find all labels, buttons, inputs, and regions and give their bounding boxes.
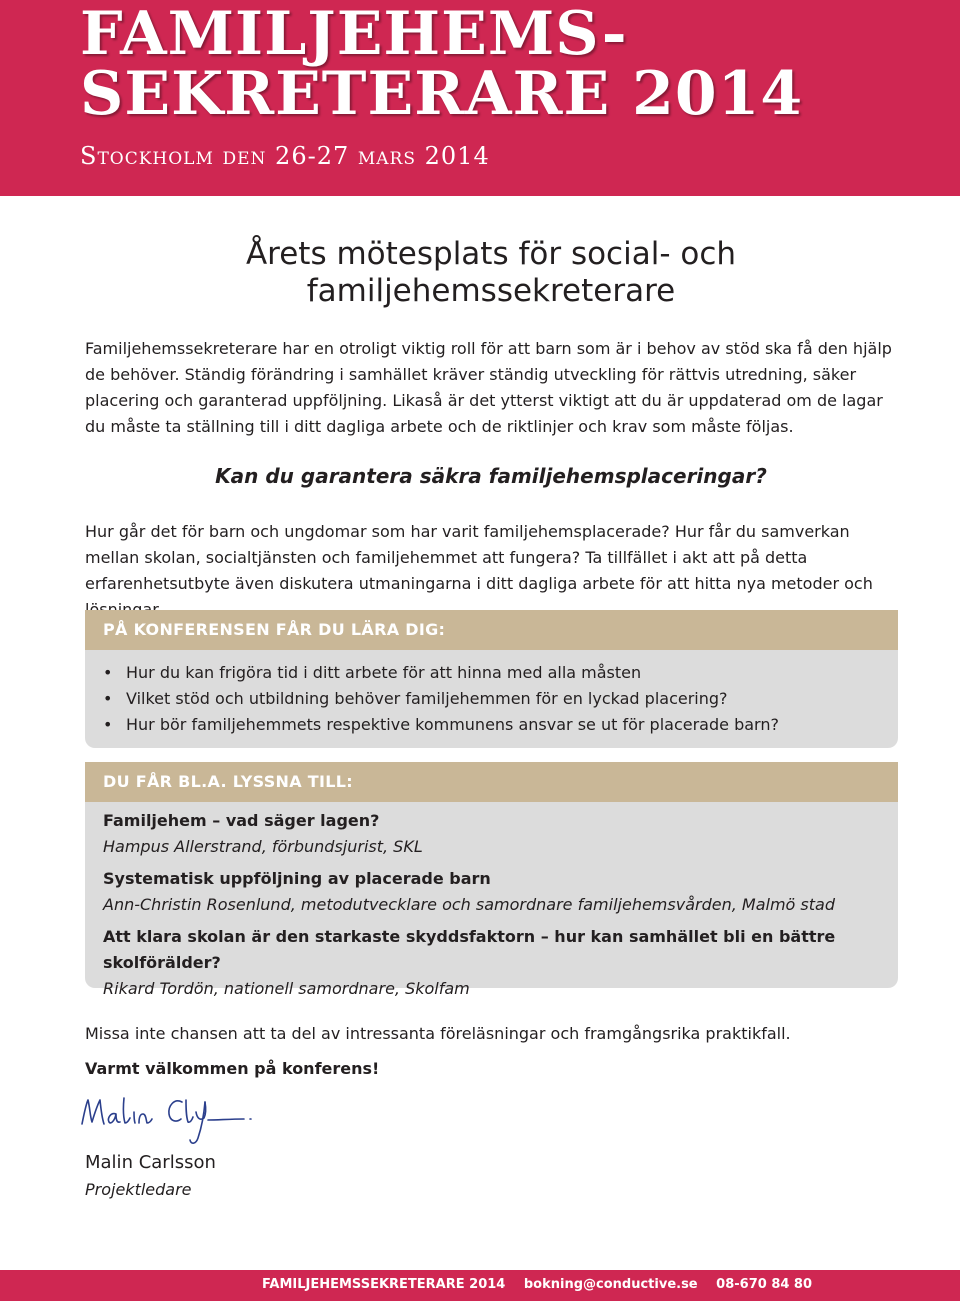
learn-item-text: Hur du kan frigöra tid i ditt arbete för att hinna med alla måsten [126,663,642,682]
talk-title: Familjehem – vad säger lagen? [103,811,380,830]
footer-event: FAMILJEHEMSSEKRETERARE 2014 [262,1277,506,1292]
learn-item-text: Vilket stöd och utbildning behöver familjehemmen för en lyckad placering? [126,689,728,708]
listen-box-heading: DU FÅR BL.A. LYSSNA TILL: [85,762,898,802]
signer-role: Projektledare [85,1180,192,1199]
talk-item [103,924,880,1002]
talk-item [103,866,880,918]
learn-box [85,610,898,748]
talk-title: Att klara skolan är den starkaste skyddsfaktorn – hur kan samhället bli en bättre skolförälder? [103,927,836,972]
footer-contact [262,1277,826,1292]
intro-paragraph: Familjehemssekreterare har en otroligt viktig roll för att barn som är i behov av stöd ska få den hjälp de behöver. Ständig förändring i samhället kräver ständig utveckling för rättvis utredning, säker placering och garanterad uppföljning. Likaså är det ytterst viktigt att du är uppdaterad om de lagar du måste ta ställning till i ditt dagliga arbete och de riktlinjer och krav som måste följas. [85,339,892,436]
footer-bar [0,1270,960,1301]
body-paragraph: Hur går det för barn och ungdomar som har varit familjehemsplacerade? Hur får du samverkan mellan skolan, socialtjänsten och familjehemmet att fungera? Ta tillfället i akt att på detta erfarenhetsutbyte även diskutera utmaningarna i ditt dagliga arbete för att hitta nya metoder och [85,522,873,593]
talk-item [103,808,880,860]
talk-list [85,802,898,1002]
header-banner [0,0,960,196]
signature-image [78,1090,260,1148]
event-title-line2: SEKRETERARE 2014 [80,59,804,129]
footer-email[interactable]: bokning@conductive.se [523,1277,698,1292]
learn-item [103,686,898,712]
learn-item-text: Hur bör familjehemmets respektive kommunens ansvar se ut för placerade barn? [126,715,779,734]
headline: Årets mötesplats för social- och familjehemssekreterare [245,236,737,309]
signer-name: Malin Carlsson [85,1152,216,1173]
learn-item [103,660,898,686]
bullet-icon: • [103,715,113,734]
welcome-text: Varmt välkommen på konferens! [85,1059,380,1078]
footer-phone[interactable]: 08-670 84 80 [716,1277,813,1292]
talk-speaker: Hampus Allerstrand, förbundsjurist, SKL [103,837,423,856]
learn-box-heading: PÅ KONFERENSEN FÅR DU LÄRA DIG: [85,610,898,650]
event-title-line1: FAMILJEHEMS- [80,0,628,69]
talk-speaker: Ann-Christin Rosenlund, metodutvecklare och samordnare familjehemsvården, Malmö stad [103,895,835,914]
listen-box [85,762,898,998]
event-date-location: Stockholm den 26-27 mars 2014 [80,142,490,170]
bullet-icon: • [103,689,113,708]
closing-text: Missa inte chansen att ta del av intressanta föreläsningar och framgångsrika praktikfall. [85,1024,791,1043]
talk-speaker: Rikard Tordön, nationell samordnare, Skolfam [103,979,470,998]
talk-title: Systematisk uppföljning av placerade barn [103,869,491,888]
question-heading: Kan du garantera säkra familjehemsplaceringar? [215,464,767,488]
learn-list [85,650,898,738]
learn-item [103,712,898,738]
bullet-icon: • [103,663,113,682]
